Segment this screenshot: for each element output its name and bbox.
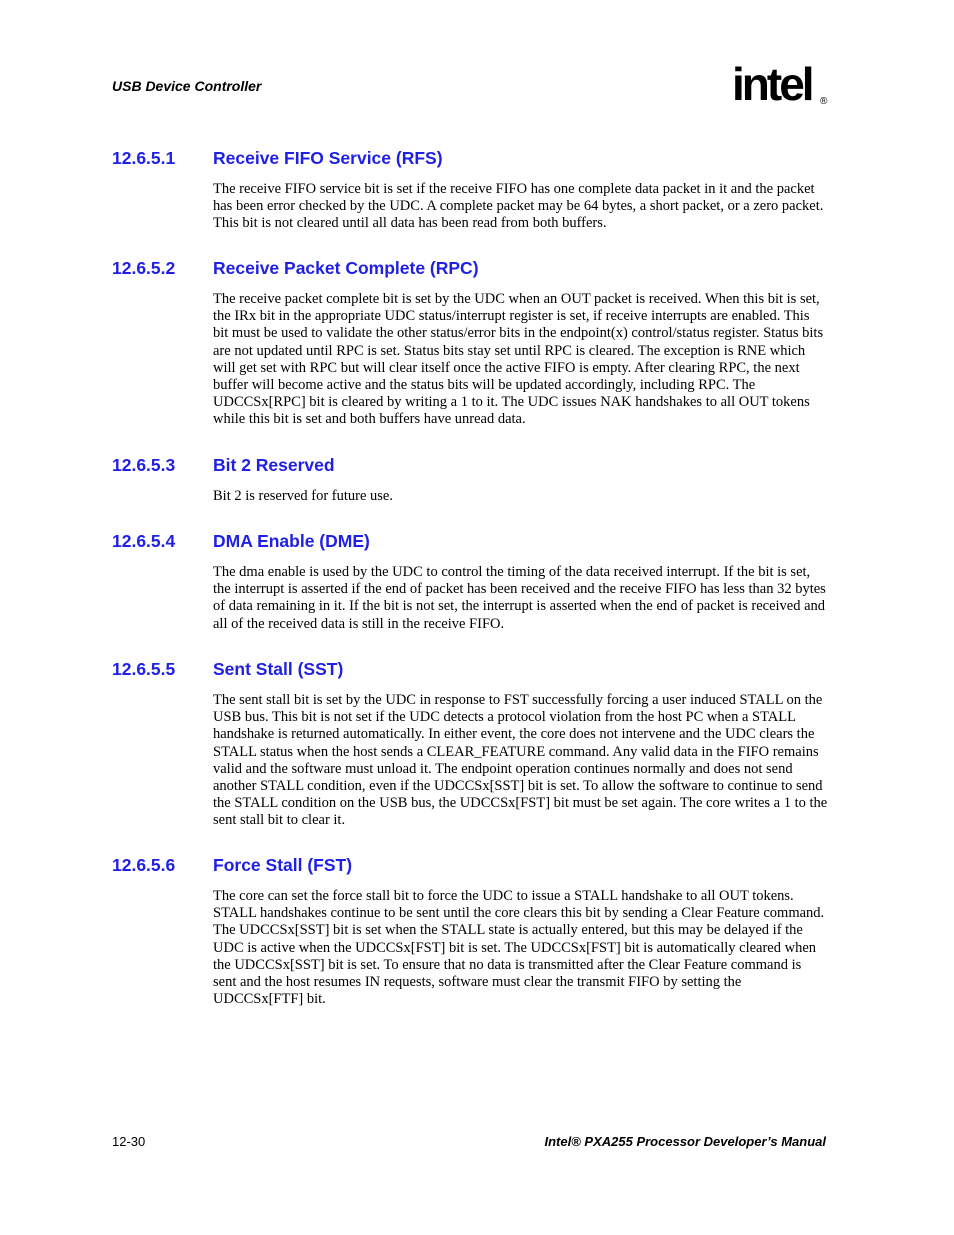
section-body: The sent stall bit is set by the UDC in response to FST successfully forcing a user induced STALL on the USB bus. This bit is not set if the UDC detects a protocol violation from the host PC when a STALL handshake is returned automatically. In either event, the core does not intervene and the UDC clears the STALL status when the host sends a CLEAR_FEATURE command. Any valid data in the FIFO remains valid and the software must unload it. The endpoint operation continues normally and does not send another STALL condition, even if the UDCCSx[SST] bit is set. To allow the software to continue to send the STALL condition on the USB bus, the UDCCSx[FST] bit must be set again. The core writes a 1 to the sent stall bit to clear it. — [213, 692, 828, 829]
section-number: 12.6.5.3 — [112, 455, 176, 475]
section-body: The receive FIFO service bit is set if the receive FIFO has one complete data packet in it and the packet has been error checked by the UDC. A complete packet may be 64 bytes, a short packet, or a zero packet. This bit is not cleared until all data has been read from both buffers. — [213, 181, 824, 232]
section-title: Bit 2 Reserved — [213, 455, 335, 475]
page-number: 12-30 — [112, 1134, 146, 1149]
section-heading — [112, 454, 828, 476]
section-number: 12.6.5.1 — [112, 148, 176, 168]
section-title: Sent Stall (SST) — [213, 659, 344, 679]
section-body: The dma enable is used by the UDC to control the timing of the data received interrupt. If the bit is set, the interrupt is asserted if the end of packet has been received and the receive FIFO has less than 32 bytes of data remaining in it. If the bit is not set, the interrupt is asserted when the end of packet is received and all of the received data is still in the receive FIFO. — [213, 564, 826, 632]
intel-logo — [730, 58, 840, 118]
section-title: Receive FIFO Service (RFS) — [213, 148, 443, 168]
section-number: 12.6.5.2 — [112, 258, 176, 278]
section-number: 12.6.5.4 — [112, 531, 176, 551]
section-heading — [112, 530, 828, 552]
manual-title: Intel® PXA255 Processor Developer’s Manual — [544, 1134, 826, 1149]
section-sst — [112, 658, 828, 830]
svg-text:intel: intel — [732, 58, 812, 110]
running-header: USB Device Controller — [112, 78, 262, 94]
section-dme — [112, 530, 828, 633]
section-heading — [112, 658, 828, 680]
section-title: DMA Enable (DME) — [213, 531, 370, 551]
section-rpc — [112, 257, 828, 429]
section-heading — [112, 257, 828, 279]
section-number: 12.6.5.5 — [112, 659, 176, 679]
svg-text:®: ® — [820, 96, 828, 107]
section-title: Receive Packet Complete (RPC) — [213, 258, 479, 278]
section-title: Force Stall (FST) — [213, 855, 353, 875]
section-heading — [112, 854, 828, 876]
section-number: 12.6.5.6 — [112, 855, 176, 875]
section-fst — [112, 854, 828, 1008]
section-body: Bit 2 is reserved for future use. — [213, 488, 393, 504]
section-rfs — [112, 147, 828, 233]
section-body: The core can set the force stall bit to force the UDC to issue a STALL handshake to all OUT tokens. STALL handshakes continue to be sent until the core clears this bit by sending a Clear Feature command. The UDCCSx[SST] bit is set when the STALL state is actually entered, but this may be delayed if the UDC is active when the UDCCSx[FST] bit is set. The UDCCSx[FST] bit is automatically cleared when the UDCCSx[SST] bit is set. To ensure that no data is transmitted after the Clear Feature command is sent and the host resumes IN requests, software must clear the transmit FIFO by setting the UDCCSx[FTF] bit. — [213, 888, 825, 1008]
section-bit2 — [112, 454, 828, 505]
section-body: The receive packet complete bit is set by the UDC when an OUT packet is received. When this bit is set, the IRx bit in the appropriate UDC status/interrupt register is set, if receive interrupts are enabled. This bit must be used to validate the other status/error bits in the endpoint(x) control/status register. Status bits are not updated until RPC is set. Status bits stay set until RPC is cleared. The exception is RNE which will get set with RPC but will clear itself once the active FIFO is empty. After clearing RPC, the next buffer will become active and the status bits will be updated accordingly, including RPC. The UDCCSx[RPC] bit is cleared by writing a 1 to it. The UDC issues NAK handshakes to all OUT tokens while this bit is set and both buffers have unread data. — [213, 291, 824, 428]
section-heading — [112, 147, 828, 169]
